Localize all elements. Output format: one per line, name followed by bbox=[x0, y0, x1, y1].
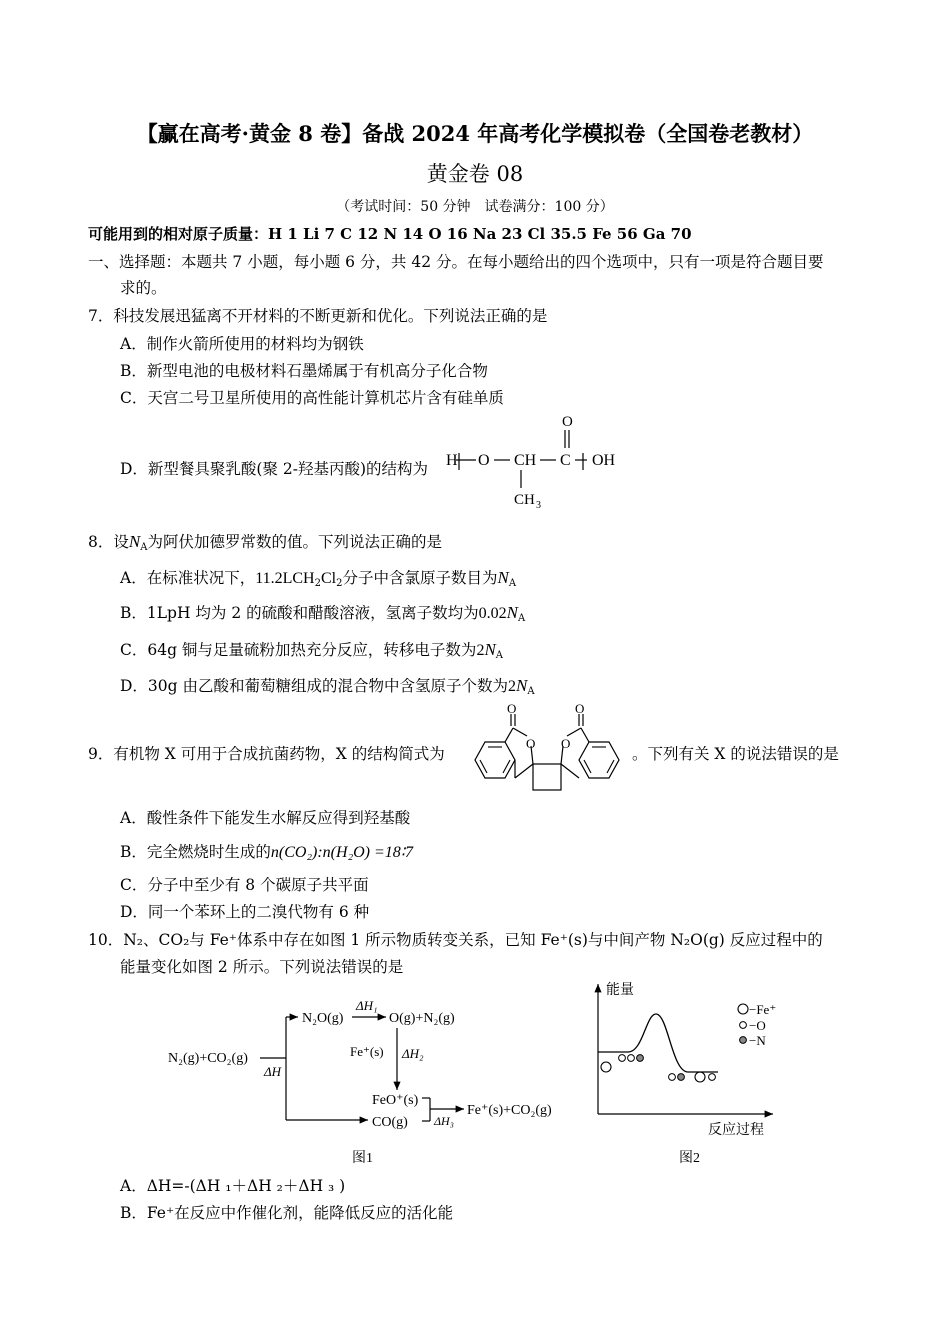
q8-option-b: B．1LpH 均为 2 的硫酸和醋酸溶液，氢离子数均为$0.02N_A$ bbox=[120, 603, 526, 624]
exam-info: （考试时间：50 分钟 试卷满分：100 分） bbox=[336, 199, 614, 215]
q10-option-a: A．ΔH=-(ΔH ₁＋ΔH ₂＋ΔH ₃ ) bbox=[120, 1177, 346, 1195]
svg-text:CH: CH bbox=[514, 492, 535, 508]
svg-text:ΔH₃: ΔH₃ bbox=[434, 1114, 454, 1128]
svg-text:FeO⁺(s): FeO⁺(s) bbox=[372, 1093, 419, 1108]
svg-text:N₂O(g): N₂O(g) bbox=[302, 1011, 344, 1026]
q8-option-c: C．64g 铜与足量硫粉加热充分反应，转移电子数为$2N_A$ bbox=[120, 640, 504, 661]
svg-text:3: 3 bbox=[536, 500, 541, 511]
section-heading-line1: 一、选择题：本题共 7 小题，每小题 6 分，共 42 分。在每小题给出的四个选项中，只有一项是符合题目要 bbox=[88, 253, 824, 271]
q9-stem-b: 。下列有关 X 的说法错误的是 bbox=[632, 745, 839, 763]
atomic-masses: 可能用到的相对原子质量：H 1 Li 7 C 12 N 14 O 16 Na 23 Cl 35.5 Fe 56 Ga 70 bbox=[88, 225, 692, 243]
svg-text:N₂(g)+CO₂(g): N₂(g)+CO₂(g) bbox=[168, 1051, 248, 1066]
svg-text:CO(g): CO(g) bbox=[372, 1115, 408, 1130]
svg-text:能量: 能量 bbox=[606, 983, 634, 998]
svg-text:O: O bbox=[507, 702, 517, 716]
q8-stem: 8．设$N_A$为阿伏加德罗常数的值。下列说法正确的是 bbox=[88, 532, 442, 553]
svg-text:H: H bbox=[446, 452, 458, 469]
svg-text:OH: OH bbox=[592, 452, 616, 469]
svg-text:反应过程: 反应过程 bbox=[708, 1123, 764, 1138]
q10-option-b: B．Fe⁺在反应中作催化剂，能降低反应的活化能 bbox=[120, 1204, 454, 1222]
q7-option-a: A．制作火箭所使用的材料均为钢铁 bbox=[120, 335, 364, 353]
figure-1-diagram bbox=[160, 990, 580, 1170]
q7-option-d: D．新型餐具聚乳酸(聚 2-羟基丙酸)的结构为 bbox=[120, 460, 429, 478]
q9-option-d: D．同一个苯环上的二溴代物有 6 种 bbox=[120, 903, 370, 921]
svg-text:O: O bbox=[561, 736, 571, 751]
q7-stem: 7．科技发展迅猛离不开材料的不断更新和优化。下列说法正确的是 bbox=[88, 307, 548, 325]
section-heading-line2: 求的。 bbox=[120, 279, 167, 297]
svg-text:ΔH₁: ΔH₁ bbox=[356, 998, 378, 1013]
polylactic-acid-structure bbox=[444, 412, 624, 512]
q10-stem-line2: 能量变化如图 2 所示。下列说法错误的是 bbox=[120, 958, 404, 976]
q7-option-c: C．天宫二号卫星所使用的高性能计算机芯片含有硅单质 bbox=[120, 389, 504, 407]
svg-text:O: O bbox=[478, 452, 490, 469]
svg-text:O: O bbox=[562, 414, 573, 430]
svg-text:CH: CH bbox=[514, 452, 537, 469]
q10-stem-line1: 10．N₂、CO₂与 Fe⁺体系中存在如图 1 所示物质转变关系，已知 Fe⁺(s)与中间产物 N₂O(g) 反应过程中的 bbox=[88, 931, 823, 949]
q9-option-b: B．完全燃烧时生成的n(CO₂):n(H₂O) =18∶7 bbox=[120, 843, 413, 861]
page-title: 【赢在高考·黄金 8 卷】备战 2024 年高考化学模拟卷（全国卷老教材） bbox=[136, 121, 814, 146]
svg-text:O: O bbox=[526, 736, 536, 751]
svg-text:−Fe⁺: −Fe⁺ bbox=[749, 1002, 777, 1017]
figure-2-caption: 图2 bbox=[679, 1151, 700, 1166]
q9-option-c: C．分子中至少有 8 个碳原子共平面 bbox=[120, 876, 369, 894]
q9-option-a: A．酸性条件下能发生水解反应得到羟基酸 bbox=[120, 809, 411, 827]
figure-2-energy-diagram bbox=[588, 974, 788, 1170]
q8-option-a: A．在标准状况下，$11.2LCH_2Cl_2$分子中含氯原子数目为$N_A$ bbox=[120, 568, 517, 589]
svg-text:−O: −O bbox=[749, 1018, 766, 1033]
spiro-lactone-structure bbox=[463, 702, 631, 798]
svg-text:−N: −N bbox=[749, 1033, 766, 1048]
page-subtitle: 黄金卷 08 bbox=[426, 162, 524, 186]
svg-text:Fe⁺(s): Fe⁺(s) bbox=[350, 1044, 384, 1059]
svg-text:Fe⁺(s)+CO₂(g): Fe⁺(s)+CO₂(g) bbox=[467, 1103, 552, 1118]
q9-stem-a: 9．有机物 X 可用于合成抗菌药物，X 的结构简式为 bbox=[88, 745, 445, 763]
figure-1-caption: 图1 bbox=[352, 1151, 373, 1166]
svg-text:ΔH: ΔH bbox=[264, 1064, 282, 1079]
svg-text:C: C bbox=[560, 452, 571, 469]
q8-option-d: D．30g 由乙酸和葡萄糖组成的混合物中含氢原子个数为$2N_A$ bbox=[120, 676, 535, 697]
svg-text:ΔH₂: ΔH₂ bbox=[402, 1046, 424, 1061]
svg-text:O(g)+N₂(g): O(g)+N₂(g) bbox=[389, 1011, 455, 1026]
svg-text:O: O bbox=[575, 702, 585, 716]
q7-option-b: B．新型电池的电极材料石墨烯属于有机高分子化合物 bbox=[120, 362, 488, 380]
